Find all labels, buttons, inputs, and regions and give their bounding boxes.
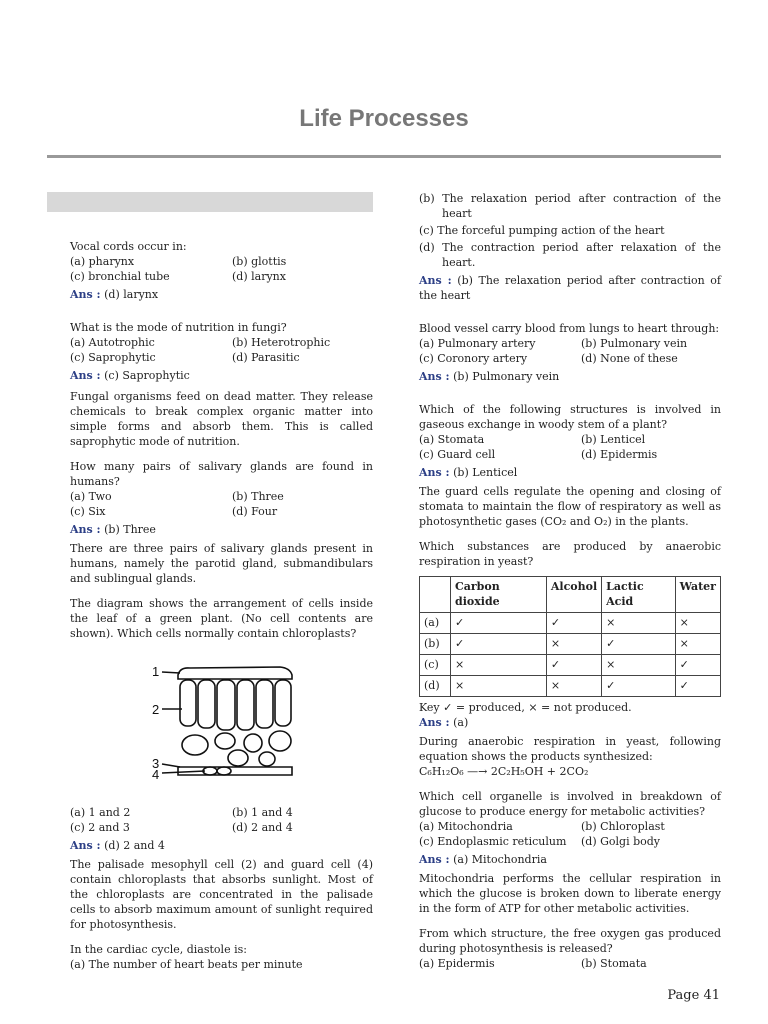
question-text: The diagram shows the arrangement of cells inside the leaf of a green plant. (No cell contents are shown). Which cells normally contain chloroplasts? [70, 597, 373, 640]
question-4 [70, 596, 373, 641]
table-header: Carbon dioxide [451, 577, 547, 613]
table-cell: ✓ [602, 676, 675, 697]
page-number: Page 41 [667, 988, 720, 1003]
answer-label: Ans : [70, 369, 101, 382]
table-cell: (d) [420, 676, 451, 697]
palisade-cell [217, 680, 235, 730]
option-b: (b) Lenticel [581, 433, 646, 446]
option-a: (a) Autotrophic [70, 336, 155, 349]
question-text: What is the mode of nutrition in fungi? [70, 321, 287, 334]
answer [419, 465, 721, 480]
palisade-cell [237, 680, 254, 730]
option-b: (b) Chloroplast [581, 820, 665, 833]
table-cell: × [546, 634, 601, 655]
answer-label: Ans : [70, 839, 101, 852]
answer [419, 852, 721, 867]
option-a: (a) Mitochondria [419, 820, 513, 833]
option-a: (a) Epidermis [419, 957, 495, 970]
upper-epidermis [178, 667, 292, 679]
spongy-cell [228, 750, 248, 766]
diagram-label-3: 3 [152, 756, 160, 771]
answer-text: (d) 2 and 4 [100, 839, 165, 852]
guard-cell [217, 767, 231, 775]
spongy-cell [259, 752, 275, 766]
explanation: There are three pairs of salivary glands present in humans, namely the parotid gland, submandibulars and sublingual glands. [70, 542, 373, 585]
table-cell: × [602, 655, 675, 676]
option-b: (b) Three [232, 490, 284, 503]
answer [419, 715, 721, 730]
table-row [420, 676, 721, 697]
table-cell: × [602, 613, 675, 634]
table-cell: × [546, 676, 601, 697]
answer-text: (b) Pulmonary vein [449, 370, 560, 383]
answer-label: Ans : [70, 288, 101, 301]
option-b: (b) The relaxation period after contraction of the heart [419, 192, 721, 220]
option-a: (a) Stomata [419, 433, 485, 446]
table-cell: (b) [420, 634, 451, 655]
answer-text: (b) Three [100, 523, 156, 536]
leaf-cell-diagram [150, 663, 300, 781]
explanation: During anaerobic respiration in yeast, following equation shows the products synthesized: [419, 735, 721, 763]
option-a: (a) Pulmonary artery [419, 337, 536, 350]
question-text: How many pairs of salivary glands are found in humans? [70, 460, 373, 488]
spongy-cell [244, 734, 262, 752]
question-text: Which substances are produced by anaerobic respiration in yeast? [419, 540, 721, 568]
left-column [70, 239, 373, 641]
option-c: (c) Six [70, 505, 106, 518]
answer-text: (b) The relaxation period after contraction of the heart [419, 274, 721, 302]
answer-label: Ans : [70, 523, 101, 536]
diagram-label-1: 1 [152, 664, 160, 679]
option-d: (d) None of these [581, 352, 678, 365]
question-3 [70, 459, 373, 586]
answer-text: (c) Saprophytic [100, 369, 190, 382]
option-c: (c) 2 and 3 [70, 821, 130, 834]
option-c: (c) Guard cell [419, 448, 496, 461]
option-a: (a) The number of heart beats per minute [70, 958, 303, 971]
table-row [420, 634, 721, 655]
table-row [420, 655, 721, 676]
yeast-respiration-table [419, 576, 721, 697]
option-c: (c) Endoplasmic reticulum [419, 835, 567, 848]
option-d: (d) larynx [232, 270, 286, 283]
table-header: Water [675, 577, 720, 613]
answer-label: Ans : [419, 274, 452, 287]
option-b: (b) Stomata [581, 957, 647, 970]
table-key: Key ✓ = produced, × = not produced. [419, 701, 632, 714]
right-column [419, 191, 721, 971]
table-header: Lactic Acid [602, 577, 675, 613]
table-cell: ✓ [451, 634, 547, 655]
diagram-label-2: 2 [152, 702, 160, 717]
table-cell: × [675, 634, 720, 655]
answer-text: (b) Lenticel [449, 466, 518, 479]
table-cell: ✓ [675, 655, 720, 676]
option-d: (d) 2 and 4 [232, 821, 293, 834]
section-header-bar [47, 192, 373, 212]
option-b: (b) Pulmonary vein [581, 337, 688, 350]
spongy-cell [269, 731, 291, 751]
answer [419, 273, 721, 303]
option-b: (b) glottis [232, 255, 287, 268]
spongy-cell [215, 733, 235, 749]
option-d: (d) The contraction period after relaxation of the heart. [419, 241, 721, 269]
table-cell: × [451, 676, 547, 697]
spongy-cell [182, 735, 208, 755]
table-header: Alcohol [546, 577, 601, 613]
option-a: (a) Two [70, 490, 112, 503]
option-d: (d) Golgi body [581, 835, 661, 848]
explanation: Mitochondria performs the cellular respiration in which the glucose is broken down to liberate energy in the form of ATP for other metabolic activities. [419, 872, 721, 915]
question-10 [419, 926, 721, 971]
question-2 [70, 320, 373, 449]
table-cell: × [675, 613, 720, 634]
answer-text: (d) larynx [100, 288, 159, 301]
table-cell: ✓ [451, 613, 547, 634]
question-5-continued [419, 191, 721, 303]
left-column-lower [70, 805, 373, 972]
guard-cell [203, 767, 217, 775]
option-c: (c) Coronory artery [419, 352, 528, 365]
title-divider [47, 155, 721, 158]
page-title: Life Processes [299, 105, 469, 132]
table-cell: (c) [420, 655, 451, 676]
answer-label: Ans : [419, 716, 450, 729]
question-5 [70, 942, 373, 972]
option-d: (d) Epidermis [581, 448, 658, 461]
option-c: (c) bronchial tube [70, 270, 170, 283]
option-d: (d) Parasitic [232, 351, 300, 364]
question-text: Which of the following structures is involved in gaseous exchange in woody stem of a plant? [419, 403, 721, 431]
question-7 [419, 402, 721, 529]
table-cell: × [451, 655, 547, 676]
answer [70, 522, 373, 537]
option-b: (b) 1 and 4 [232, 806, 293, 819]
equation: C₆H₁₂O₆ —→ 2C₂H₅OH + 2CO₂ [419, 765, 589, 778]
explanation: The guard cells regulate the opening and closing of stomata to maintain the flow of respiratory as well as photosynthetic gases (CO₂ and O₂) in the plants. [419, 485, 721, 528]
table-cell: ✓ [675, 676, 720, 697]
question-1 [70, 239, 373, 302]
question-9 [419, 789, 721, 916]
question-6 [419, 321, 721, 384]
question-text: Blood vessel carry blood from lungs to heart through: [419, 322, 720, 335]
option-b: (b) Heterotrophic [232, 336, 331, 349]
answer-label: Ans : [419, 853, 450, 866]
explanation: Fungal organisms feed on dead matter. They release chemicals to break complex organic matter into simple forms and absorb them. This is called saprophytic mode of nutrition. [70, 390, 373, 448]
palisade-cell [256, 680, 273, 728]
explanation: The palisade mesophyll cell (2) and guard cell (4) contain chloroplasts that absorbs sunlight. Most of the chloroplasts are concentrated in the palisade cells to absorb maximum amount of sunlight required for photosynthesis. [70, 858, 373, 931]
palisade-cell [180, 680, 196, 726]
question-8 [419, 539, 721, 779]
question-text: From which structure, the free oxygen gas produced during photosynthesis is released? [419, 927, 721, 955]
table-cell: ✓ [546, 655, 601, 676]
answer [70, 287, 373, 302]
answer-text: (a) Mitochondria [449, 853, 547, 866]
palisade-cell [198, 680, 215, 728]
question-text: Vocal cords occur in: [70, 240, 187, 253]
option-d: (d) Four [232, 505, 278, 518]
option-a: (a) pharynx [70, 255, 135, 268]
palisade-cell [275, 680, 291, 726]
option-c: (c) Saprophytic [70, 351, 156, 364]
table-cell: (a) [420, 613, 451, 634]
answer-label: Ans : [419, 370, 450, 383]
answer-label: Ans : [419, 466, 450, 479]
question-text: Which cell organelle is involved in breakdown of glucose to produce energy for metabolic activities? [419, 790, 721, 818]
answer [419, 369, 721, 384]
diagram-label-4: 4 [152, 767, 160, 781]
option-c: (c) The forceful pumping action of the heart [419, 224, 665, 237]
question-text: In the cardiac cycle, diastole is: [70, 943, 247, 956]
table-cell: ✓ [602, 634, 675, 655]
answer-text: (a) [449, 716, 469, 729]
table-header [420, 577, 451, 613]
table-row [420, 613, 721, 634]
table-cell: ✓ [546, 613, 601, 634]
table-header-row [420, 577, 721, 613]
answer [70, 368, 373, 383]
answer [70, 838, 373, 853]
option-a: (a) 1 and 2 [70, 806, 131, 819]
